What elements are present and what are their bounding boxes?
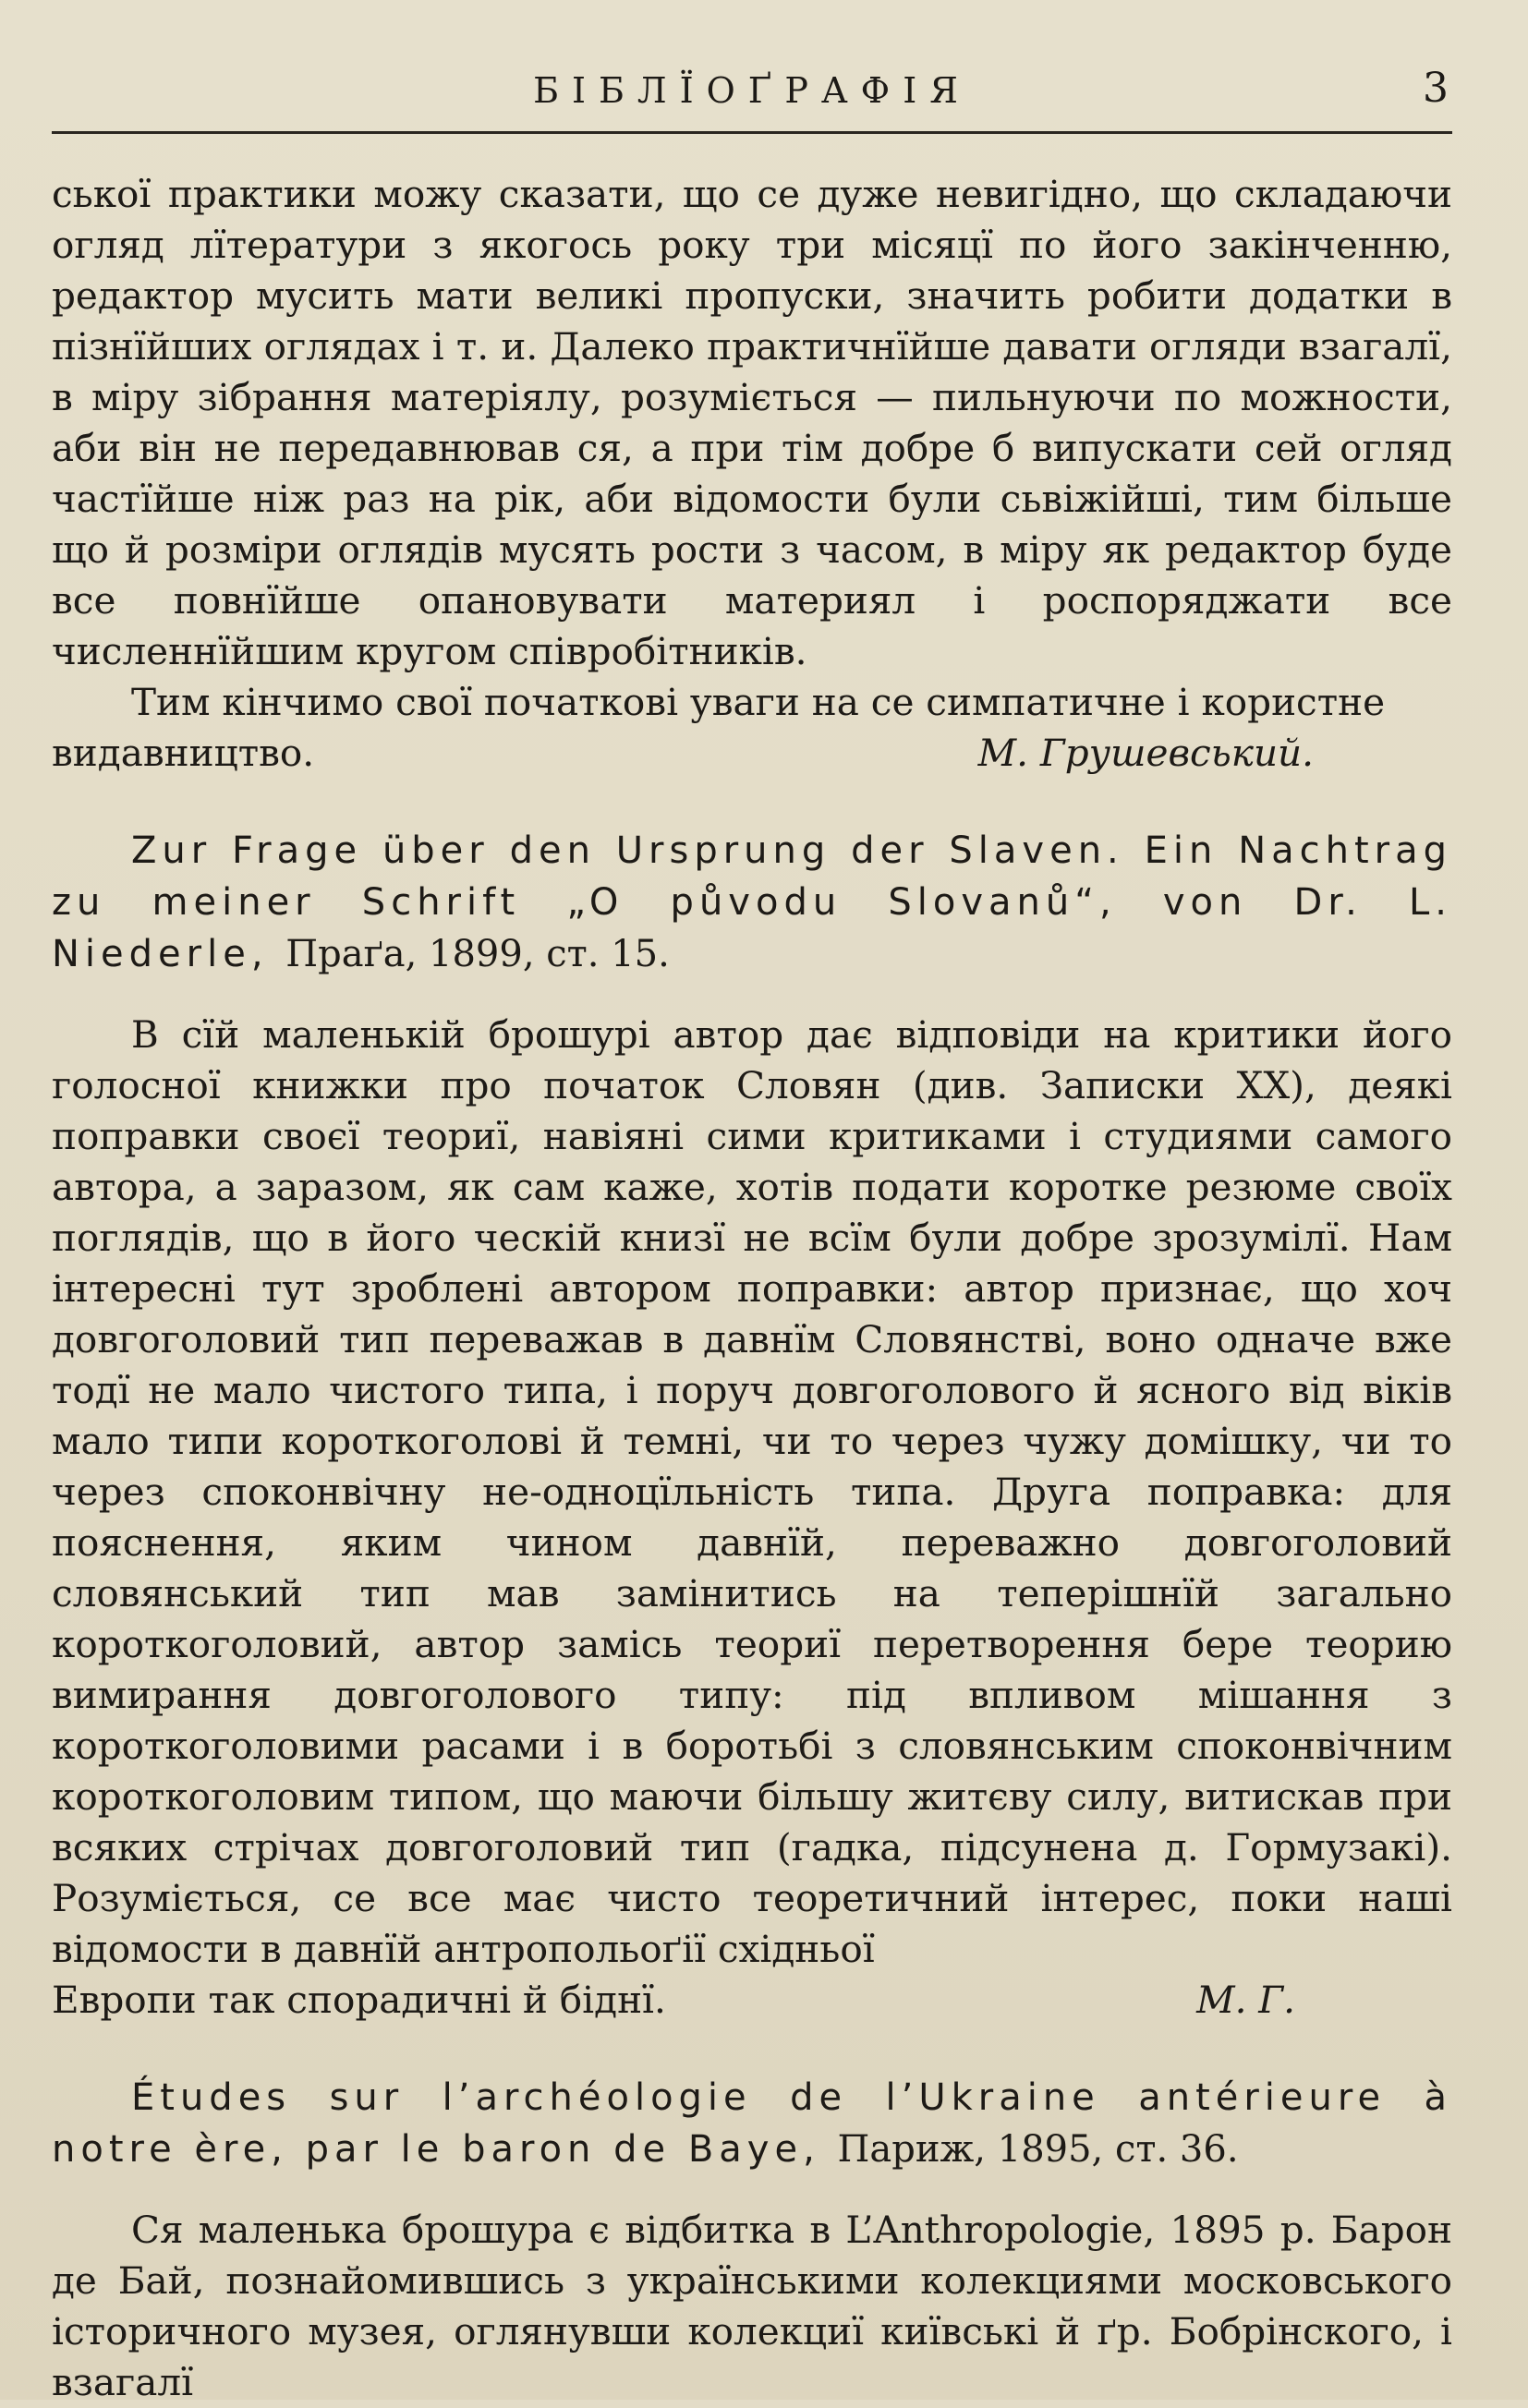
review-paragraph-end: видавництво.	[52, 731, 315, 775]
bibliographic-entry-title	[52, 2072, 1452, 2175]
entry-source: Париж, 1895, ст. 36.	[837, 2128, 1239, 2171]
review-paragraph: Ся маленька брошура є відбитка в L’Anthropologie, 1895 р. Барон де Бай, познайомившись з українськими колекциями московського історичного музея, оглянувши колекциї київські й ґр. Бобрінского, і взагалї	[52, 2208, 1452, 2404]
review-hrushevsky	[52, 169, 1452, 779]
review-closing-line	[52, 728, 1452, 779]
running-title: БІБЛЇОҐРАФІЯ	[533, 70, 971, 111]
review-niederle	[52, 825, 1452, 2026]
review-paragraph: Тим кінчимо свої початкові уваги на се симпатичне і користне	[131, 680, 1386, 724]
entry-title-text: Zur Frage über den Ursprung der Slaven. Ein Nachtrag zu meiner Schrift „O původu Slovanů“, von Dr. L. Niederle,	[52, 829, 1452, 975]
review-closing-line	[52, 1975, 1452, 2026]
bibliographic-entry-title	[52, 825, 1452, 980]
page-header	[52, 65, 1452, 134]
entry-source: Праґа, 1899, ст. 15.	[285, 933, 670, 975]
review-paragraph-end: Европи так спорадичні й біднї.	[52, 1978, 666, 2022]
review-baye	[52, 2072, 1452, 2408]
review-paragraph: ської практики можу сказати, що се дуже невигідно, що складаючи огляд лїтератури з якогось року три місяцї по його закінченню, редактор мусить мати великі пропуски, значить робити додатки в пізнїйших оглядах і т. и. Далеко практичнїйше давати огляди взагалї, в міру зібрання матеріялу, розуміється — пильнуючи по можности, аби він не передавнював ся, а при тім добре б випускати сей огляд частїйше ніж раз на рік, аби відомости були сьвіжійші, тим більше що й розміри оглядів мусять рости з часом, в міру як редактор буде все повнїйше опановувати материял і роспоряджати все численнїйшим кругом співробітників.	[52, 172, 1452, 673]
author-signature: М. Грушевський.	[977, 731, 1314, 775]
author-signature: М. Г.	[1196, 1978, 1295, 2022]
review-paragraph: В сїй маленькій брошурі автор дає відповіди на критики його голосної книжки про початок Словян (див. Записки XX), деякі поправки своєї теориї, навіяні сими критиками і студиями самого автора, а заразом, як сам каже, хотів подати коротке резюме своїх поглядів, що в його ческій книзї не всїм були добре зрозумілї. Нам інтересні тут зроблені автором поправки: автор признає, що хоч довгоголовий тип переважав в давнїм Словянстві, воно одначе вже тодї не мало чистого типа, і поруч довгоголового й ясного від віків мало типи короткоголові й темні, чи то через чужу домішку, чи то через споконвічну не-одноцїльність типа. Друга поправка: для пояснення, яким чином давнїй, переважно довгоголовий словянський тип мав замінитись на теперішнїй загально короткоголовий, автор замісь теориї перетворення бере теорию вимирання довгоголового типу: під впливом мішання з короткоголовими расами і в боротьбі з словянським споконвічним короткоголовим типом, що маючи більшу житєву силу, витискав при всяких стрічах довгоголовий тип (гадка, підсунена д. Гормузакі). Розуміється, се все має чисто теоретичний інтерес, поки наші відомости в давнїй антропольоґії східньої	[52, 1012, 1452, 1971]
page-number: 3	[1423, 65, 1449, 112]
entry-title-text: Études sur l’archéologie de l’Ukraine antérieure à notre ère, par le baron de Baye,	[52, 2076, 1452, 2171]
